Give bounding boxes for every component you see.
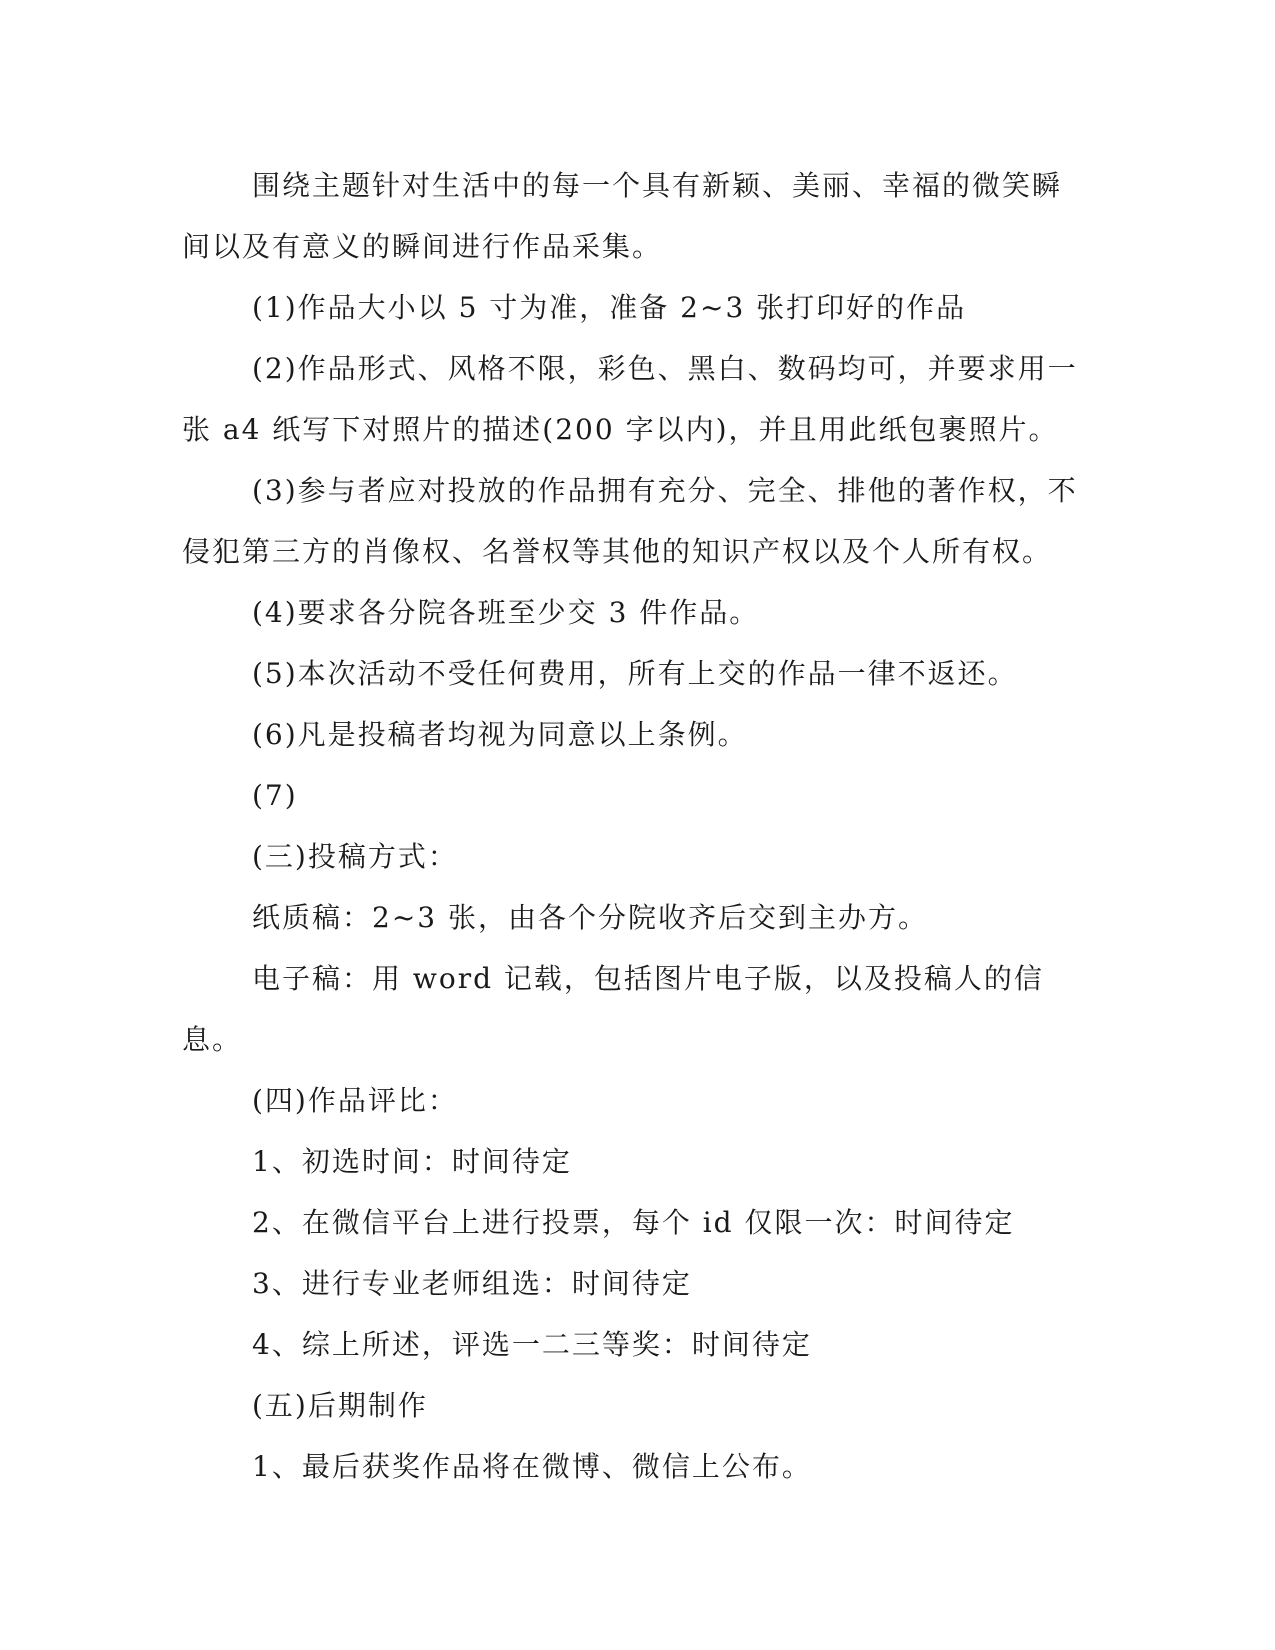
paragraph-item-3: (3)参与者应对投放的作品拥有充分、完全、排他的著作权，不侵犯第三方的肖像权、名誉权等其他的知识产权以及个人所有权。 [182,474,1078,568]
paragraph-item-2: (2)作品形式、风格不限，彩色、黑白、数码均可，并要求用一张 a4 纸写下对照片的描述(200 字以内)，并且用此纸包裹照片。 [182,352,1078,446]
paragraph-item-1: (1)作品大小以 5 寸为准，准备 2~3 张打印好的作品 [252,291,967,324]
paragraph-item-6: (6)凡是投稿者均视为同意以上条例。 [252,718,748,751]
paragraph-judging-step-3: 3、进行专业老师组选：时间待定 [252,1267,692,1300]
paragraph-paper-submission: 纸质稿：2~3 张，由各个分院收齐后交到主办方。 [252,901,928,934]
paragraph-theme: 围绕主题针对生活中的每一个具有新颖、美丽、幸福的微笑瞬间以及有意义的瞬间进行作品采集。 [182,169,1063,263]
paragraph-item-4: (4)要求各分院各班至少交 3 件作品。 [252,596,760,629]
document-body [182,155,1082,1497]
paragraph-post-production-1: 1、最后获奖作品将在微博、微信上公布。 [252,1450,812,1483]
paragraph-judging-step-2: 2、在微信平台上进行投票，每个 id 仅限一次：时间待定 [252,1206,1015,1239]
paragraph-judging-step-1: 1、初选时间：时间待定 [252,1145,572,1178]
paragraph-electronic-submission: 电子稿：用 word 记载，包括图片电子版，以及投稿人的信息。 [182,962,1044,1056]
paragraph-item-5: (5)本次活动不受任何费用，所有上交的作品一律不返还。 [252,657,1018,690]
section-heading-submission: (三)投稿方式： [252,840,458,873]
section-heading-post-production: (五)后期制作 [252,1389,428,1422]
section-heading-judging: (四)作品评比： [252,1084,458,1117]
paragraph-item-7: (7) [252,779,298,812]
paragraph-judging-step-4: 4、综上所述，评选一二三等奖：时间待定 [252,1328,812,1361]
